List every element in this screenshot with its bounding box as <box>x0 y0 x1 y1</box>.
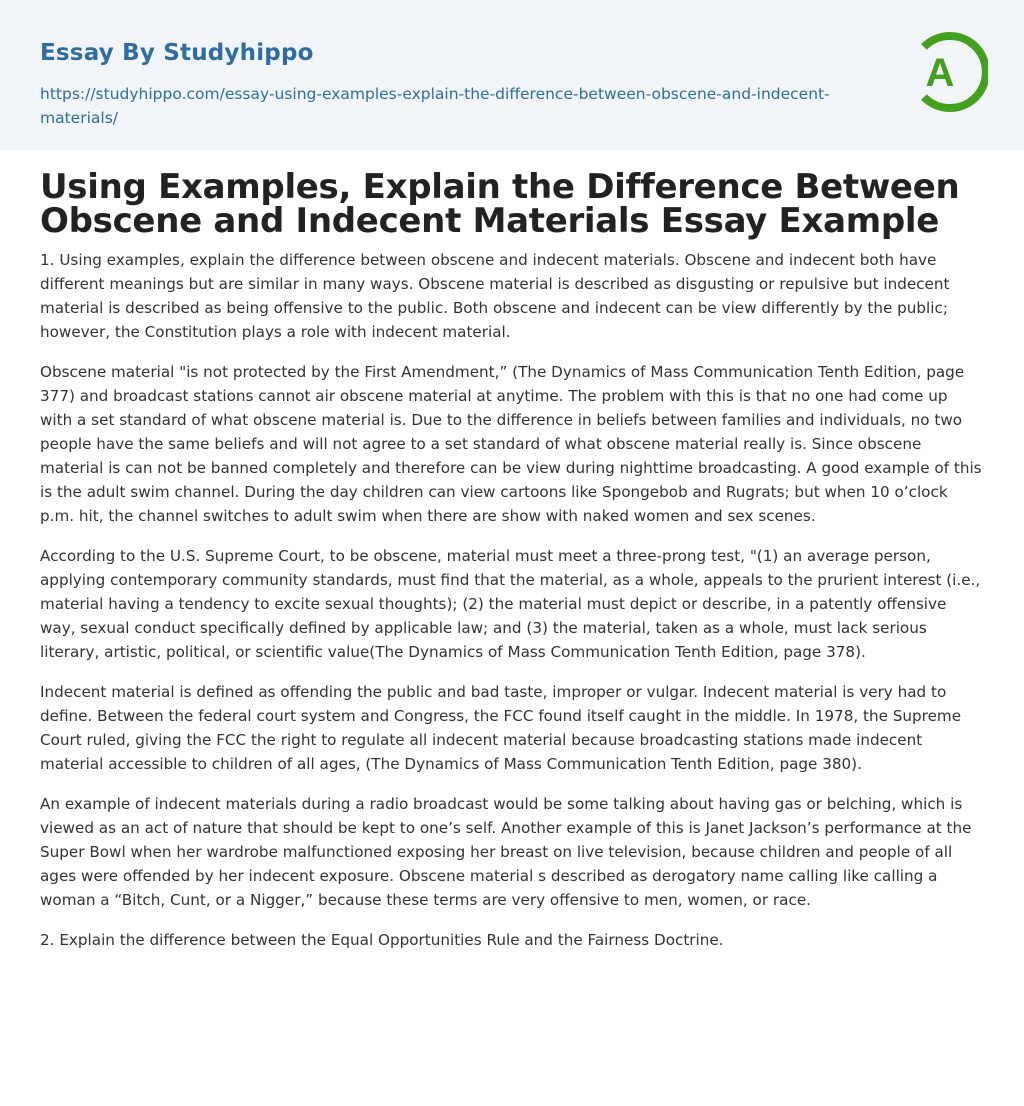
article-paragraph: According to the U.S. Supreme Court, to be obscene, material must meet a three-prong test, "(1) an average person, applying contemporary community standards, must find that the material, as a whole, appeals to the prurient interest (i.e., material having a tendency to excite sexual thoughts); (2) the material must depict or describe, in a patently offensive way, sexual conduct specifically defined by applicable law; and (3) the material, taken as a whole, must lack serious literary, artistic, political, or scientific value(The Dynamics of Mass Communication Tenth Edition, page 378). <box>40 547 981 661</box>
article-paragraph: 1. Using examples, explain the difference between obscene and indecent materials. Obscene and indecent both have different meanings but are similar in many ways. Obscene material is described as disgusting or repulsive but indecent material is described as being offensive to the public. Both obscene and indecent can be view differently by the public; however, the Constitution plays a role with indecent material. <box>40 251 950 341</box>
source-url-link[interactable]: https://studyhippo.com/essay-using-examples-explain-the-difference-between-obscene-and-indecent-materials/ <box>40 85 830 127</box>
article-paragraph: 2. Explain the difference between the Equal Opportunities Rule and the Fairness Doctrine. <box>40 931 724 949</box>
site-header <box>0 0 1024 150</box>
brand-name[interactable]: Essay By Studyhippo <box>40 40 314 66</box>
article-paragraph: Indecent material is defined as offending the public and bad taste, improper or vulgar. Indecent material is very had to define. Between the federal court system and Congress, the FCC found itself caught in the middle. In 1978, the Supreme Court ruled, giving the FCC the right to regulate all indecent material because broadcasting stations made indecent material accessible to children of all ages, (The Dynamics of Mass Communication Tenth Edition, page 380). <box>40 683 962 773</box>
article-title: Using Examples, Explain the Difference Between Obscene and Indecent Materials Essay Example <box>40 167 960 241</box>
studyhippo-logo-icon[interactable] <box>908 28 988 116</box>
article-paragraph: An example of indecent materials during a radio broadcast would be some talking about having gas or belching, which is viewed as an act of nature that should be kept to one’s self. Another example of this is Janet Jackson’s performance at the Super Bowl when her wardrobe malfunctioned exposing her breast on live television, because children and people of all ages were offended by her indecent exposure. Obscene material s described as derogatory name calling like calling a woman a “Bitch, Cunt, or a Nigger,” because these terms are very offensive to men, women, or race. <box>40 795 972 909</box>
article-paragraph: Obscene material "is not protected by the First Amendment,” (The Dynamics of Mass Communication Tenth Edition, page 377) and broadcast stations cannot air obscene material at anytime. The problem with this is that no one had come up with a set standard of what obscene material is. Due to the difference in beliefs between families and individuals, no two people have the same beliefs and will not agree to a set standard of what obscene material really is. Since obscene material is can not be banned completely and therefore can be view during nighttime broadcasting. A good example of this is the adult swim channel. During the day children can view cartoons like Spongebob and Rugrats; but when 10 o’clock p.m. hit, the channel switches to adult swim when there are show with naked women and sex scenes. <box>40 363 982 525</box>
article <box>0 167 1024 952</box>
logo-letter: A <box>925 51 955 95</box>
